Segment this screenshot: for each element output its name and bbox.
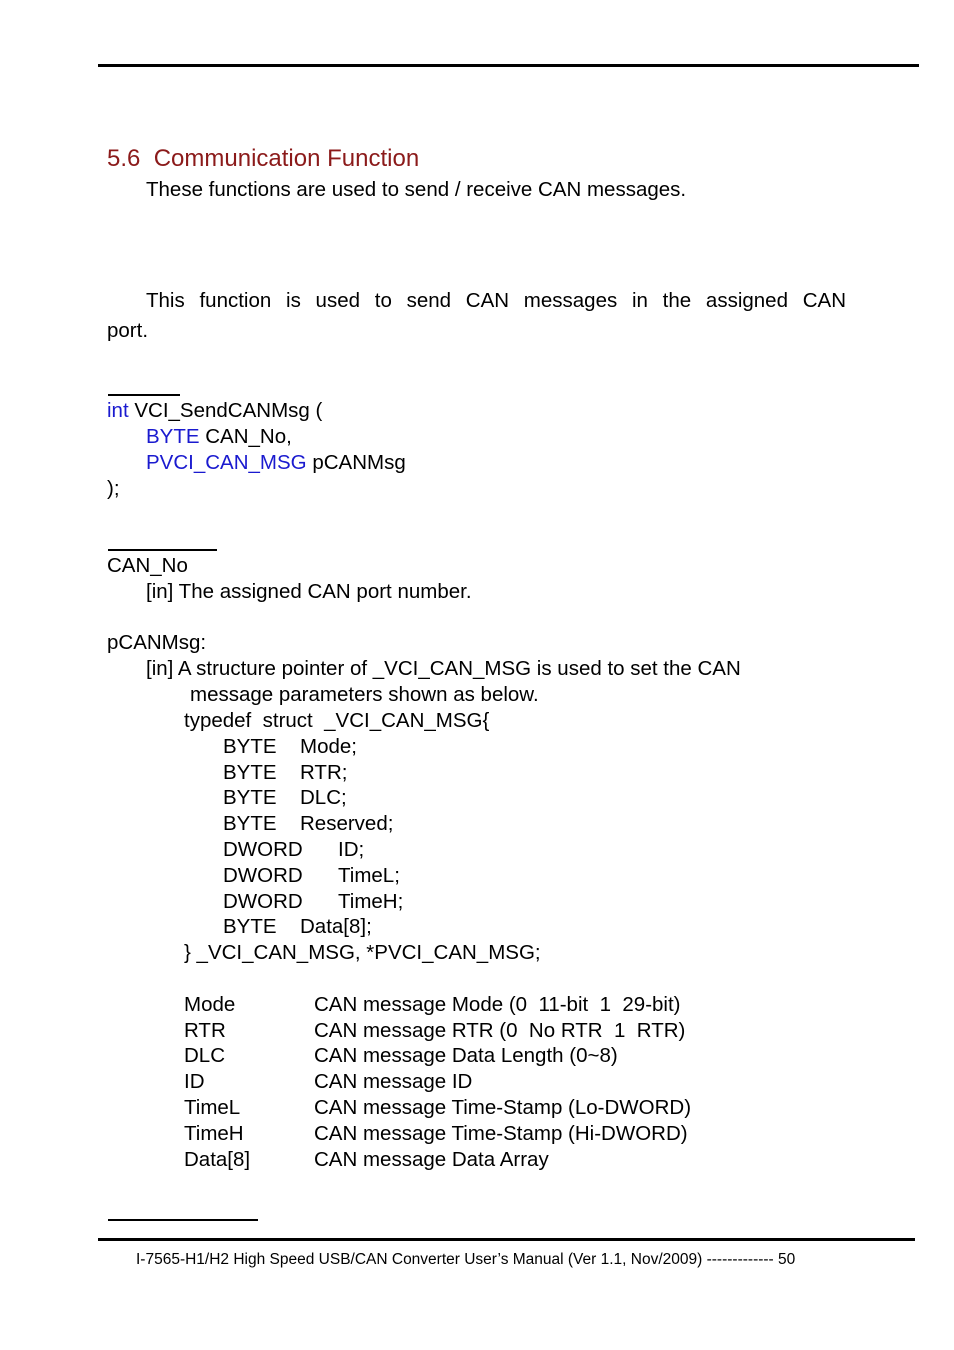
- param-pcanmsg-name: pCANMsg:: [107, 631, 207, 654]
- section-number: 5.6: [107, 145, 141, 172]
- section-heading: [107, 144, 419, 174]
- struct-field: DWORD TimeH;: [223, 890, 404, 913]
- member-row: Data[8] CAN message Data Array: [184, 1148, 549, 1171]
- description-line-1: This function is used to send CAN messages in the assigned CAN: [146, 289, 846, 312]
- struct-field: DWORD TimeL;: [223, 864, 400, 887]
- function-name: VCI_SendCANMsg (: [128, 399, 323, 422]
- param-can-no-name: CAN_No: [107, 554, 188, 577]
- member-row: Mode CAN message Mode (0 11-bit 1 29-bit): [184, 993, 681, 1016]
- section-intro: These functions are used to send / receive CAN messages.: [146, 178, 687, 201]
- member-row: DLC CAN message Data Length (0~8): [184, 1044, 618, 1067]
- param-pcanmsg-desc-2: message parameters shown as below.: [190, 683, 539, 706]
- header-rule: [98, 64, 919, 67]
- struct-field: BYTE Mode;: [223, 735, 357, 758]
- section-title: Communication Function: [153, 145, 420, 172]
- syntax-heading-rule: [108, 394, 180, 396]
- params-heading-rule: [108, 549, 217, 551]
- member-row: TimeH CAN message Time-Stamp (Hi-DWORD): [184, 1122, 688, 1145]
- description-line-2: port.: [107, 319, 149, 342]
- struct-field: BYTE Reserved;: [223, 812, 394, 835]
- param-pcanmsg-desc-1: [in] A structure pointer of _VCI_CAN_MSG is used to set the CAN: [146, 657, 741, 680]
- param-1-type: BYTE: [146, 425, 200, 448]
- page-footer: I-7565-H1/H2 High Speed USB/CAN Converter User’s Manual (Ver 1.1, Nov/2009) ------------- 50: [136, 1251, 796, 1268]
- struct-field: BYTE DLC;: [223, 786, 347, 809]
- param-2-name: pCANMsg: [306, 451, 406, 474]
- syntax-param-2: [146, 451, 406, 475]
- struct-field: BYTE Data[8];: [223, 915, 372, 938]
- member-row: TimeL CAN message Time-Stamp (Lo-DWORD): [184, 1096, 692, 1119]
- param-2-type: PVCI_CAN_MSG: [146, 451, 307, 474]
- struct-open: typedef struct _VCI_CAN_MSG{: [184, 709, 490, 732]
- param-1-name: CAN_No,: [199, 425, 292, 448]
- syntax-signature: [107, 399, 322, 423]
- footer-rule: [98, 1238, 915, 1241]
- syntax-param-1: [146, 425, 292, 449]
- member-row: ID CAN message ID: [184, 1070, 473, 1093]
- struct-field: DWORD ID;: [223, 838, 365, 861]
- param-can-no-desc: [in] The assigned CAN port number.: [146, 580, 472, 603]
- syntax-close: );: [107, 477, 120, 500]
- member-row: RTR CAN message RTR (0 No RTR 1 RTR): [184, 1019, 686, 1042]
- return-type: int: [107, 399, 129, 422]
- return-heading-rule: [108, 1219, 258, 1221]
- struct-field: BYTE RTR;: [223, 761, 348, 784]
- struct-close: } _VCI_CAN_MSG, *PVCI_CAN_MSG;: [184, 941, 541, 964]
